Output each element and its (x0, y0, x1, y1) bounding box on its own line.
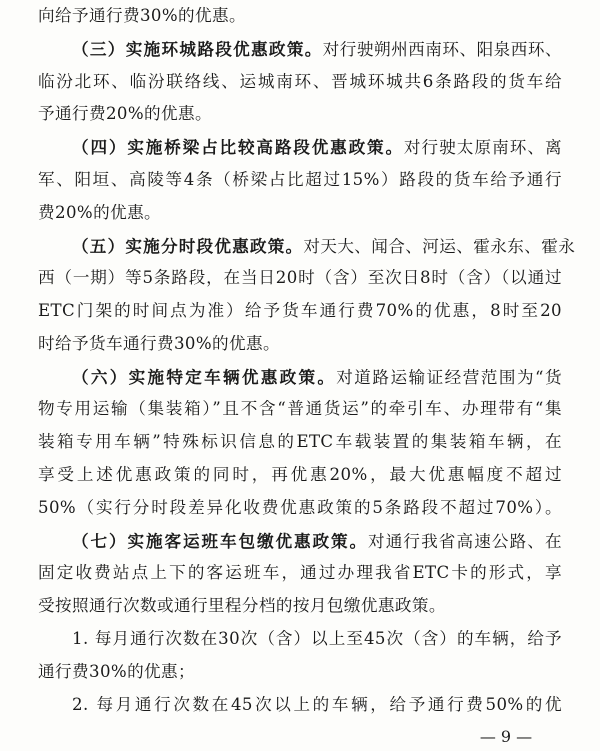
text-line: 时给予货车通行费30%的优惠。 (38, 333, 281, 353)
text-line: 予通行费20%的优惠。 (38, 104, 213, 124)
paragraph-first-line (72, 235, 576, 257)
text-line: 50%（实行分时段差异化收费优惠政策的5条路段不超过70%）。 (38, 497, 562, 517)
text-line: 军、阳垣、高陵等4条（桥梁占比超过15%）路段的货车给予通行 (38, 169, 562, 189)
text-line: 物专用运输（集装箱）”且不含“普通货运”的牵引车、办理带有“集 (38, 399, 562, 419)
text-line: 临汾北环、临汾联络线、运城南环、晋城环城共6条路段的货车给 (38, 71, 562, 91)
text-line: 费20%的优惠。 (38, 202, 162, 222)
text-line: 装箱专用车辆”特殊标识信息的ETC车载装置的集装箱车辆，在 (38, 432, 562, 452)
text-span: 对行驶太原南环、离 (403, 138, 562, 158)
text-line: 享受上述优惠政策的同时，再优惠20%，最大优惠幅度不超过 (38, 465, 562, 485)
section-heading: （四）实施桥梁占比较高路段优惠政策。 (72, 137, 404, 158)
paragraph-first-line (72, 367, 562, 388)
section-heading: （五）实施分时段优惠政策。 (72, 235, 304, 256)
paragraph-first-line (72, 531, 562, 552)
text-line: 固定收费站点上下的客运班车，通过办理我省ETC卡的形式，享 (38, 563, 562, 583)
paragraph-first-line (72, 137, 562, 158)
text-line: 通行费30%的优惠； (38, 661, 196, 681)
paragraph-first-line (72, 39, 562, 60)
list-item-first-line: 1. 每月通行次数在30次（含）以上至45次（含）的车辆，给予 (72, 629, 562, 648)
text-line: 西（一期）等5条路段，在当日20时（含）至次日8时（含）（以通过 (38, 268, 562, 288)
text-span: 对行驶朔州西南环、阳泉西环、 (322, 39, 562, 59)
text-span: 对通行我省高速公路、在 (368, 531, 562, 551)
section-heading: （三）实施环城路段优惠政策。 (72, 38, 323, 59)
list-item-first-line: 2. 每月通行次数在45次以上的车辆，给予通行费50%的优 (72, 694, 562, 714)
text-line: 向给予通行费30%的优惠。 (38, 6, 247, 25)
section-heading: （六）实施特定车辆优惠政策。 (72, 366, 337, 387)
text-span: 对道路运输证经营范围为“货 (336, 367, 562, 387)
page-number: — 9 — (479, 727, 533, 746)
text-line: 受按照通行次数或通行里程分档的按月包缴优惠政策。 (38, 596, 446, 616)
section-heading: （七）实施客运班车包缴优惠政策。 (72, 530, 368, 551)
text-span: 对天大、闻合、河运、霍永东、霍永 (303, 236, 576, 256)
text-line: ETC门架的时间点为准）给予货车通行费70%的优惠，8时至20 (38, 301, 562, 321)
